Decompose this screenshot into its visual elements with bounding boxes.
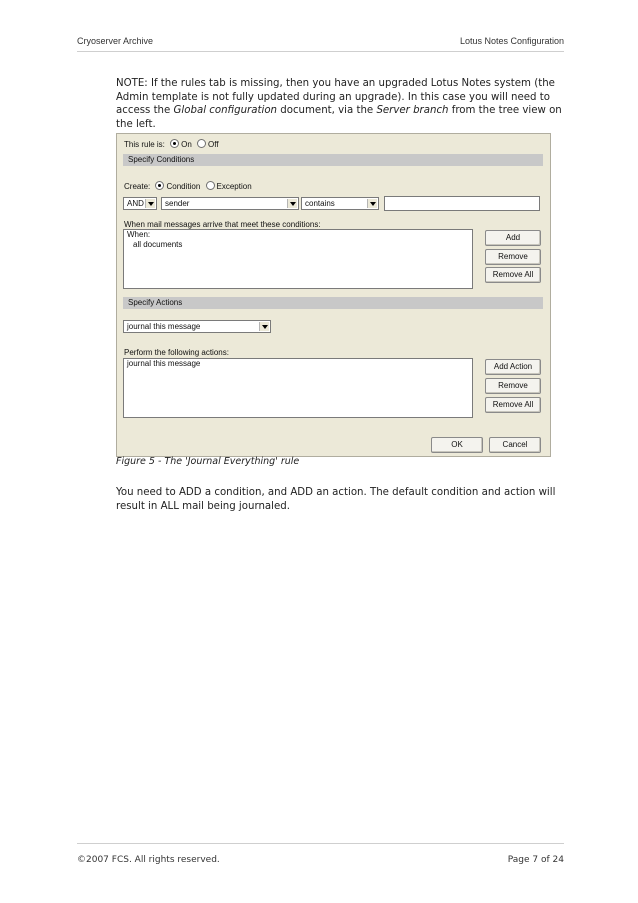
action-value: journal this message [127, 322, 201, 331]
note-text-mid: document, via the [277, 105, 377, 116]
specify-actions-label: Specify Actions [128, 298, 183, 307]
specify-conditions-header [123, 154, 543, 166]
cancel-button[interactable]: Cancel [489, 437, 541, 453]
rule-off-radio[interactable] [197, 139, 206, 148]
footer-divider [77, 843, 564, 844]
add-condition-button[interactable]: Add [485, 230, 541, 246]
remove-action-button[interactable]: Remove [485, 378, 541, 394]
condition-line: all documents [133, 239, 183, 249]
field-value: sender [165, 199, 190, 208]
chevron-down-icon [145, 199, 155, 208]
figure-caption: Figure 5 - The 'Journal Everything' rule [116, 456, 300, 467]
page-number: Page 7 of 24 [507, 855, 564, 865]
specify-actions-header [123, 297, 543, 309]
field-select[interactable] [161, 197, 299, 210]
action-select[interactable] [123, 320, 271, 333]
note-text-end: from the tree view on the left. [116, 105, 562, 130]
page-header [77, 36, 564, 46]
ok-button[interactable]: OK [431, 437, 483, 453]
conditions-label: When mail messages arrive that meet these conditions: [124, 220, 321, 229]
page-footer [77, 855, 564, 865]
header-divider [77, 51, 564, 52]
action-line: journal this message [127, 359, 201, 368]
rule-off-label: Off [208, 140, 219, 149]
chevron-down-icon [367, 199, 377, 208]
condition-line: When: [127, 230, 151, 239]
note-paragraph [116, 77, 564, 131]
header-title: Cryoserver Archive [77, 36, 154, 46]
remove-condition-button[interactable]: Remove [485, 249, 541, 265]
operator-select[interactable] [301, 197, 379, 210]
create-row [124, 181, 252, 191]
note-emphasis-server-branch: Server branch [376, 105, 449, 116]
rule-dialog [116, 133, 551, 457]
actions-list[interactable] [123, 358, 473, 418]
instruction-paragraph: You need to ADD a condition, and ADD an action. The default condition and action will result in ALL mail being journaled. [116, 487, 556, 512]
note-text: NOTE: If the rules tab is missing, then you have an upgraded Lotus Notes system (the Admin template is not fully updated during an upgrade). In this case you will need to access the [116, 78, 555, 116]
rule-on-label: On [181, 140, 192, 149]
actions-label: Perform the following actions: [124, 348, 229, 357]
copyright-text: ©2007 FCS. All rights reserved. [77, 855, 220, 865]
exception-radio[interactable] [206, 181, 215, 190]
condition-label: Condition [166, 182, 201, 191]
rule-on-radio[interactable] [170, 139, 179, 148]
rule-status-row [124, 139, 219, 149]
condition-radio[interactable] [155, 181, 164, 190]
header-section: Lotus Notes Configuration [459, 36, 564, 46]
remove-all-conditions-button[interactable]: Remove All [485, 267, 541, 283]
logic-select[interactable] [123, 197, 157, 210]
specify-conditions-label: Specify Conditions [128, 155, 195, 164]
add-action-button[interactable]: Add Action [485, 359, 541, 375]
conditions-list[interactable] [123, 229, 473, 289]
operator-value: contains [305, 199, 335, 208]
match-value-input[interactable] [384, 196, 540, 211]
chevron-down-icon [259, 322, 269, 331]
logic-value: AND [127, 199, 144, 208]
exception-label: Exception [216, 182, 252, 191]
rule-status-label: This rule is: [124, 140, 165, 149]
create-label: Create: [124, 182, 151, 191]
note-emphasis-global-config: Global configuration [173, 105, 278, 116]
remove-all-actions-button[interactable]: Remove All [485, 397, 541, 413]
chevron-down-icon [287, 199, 297, 208]
